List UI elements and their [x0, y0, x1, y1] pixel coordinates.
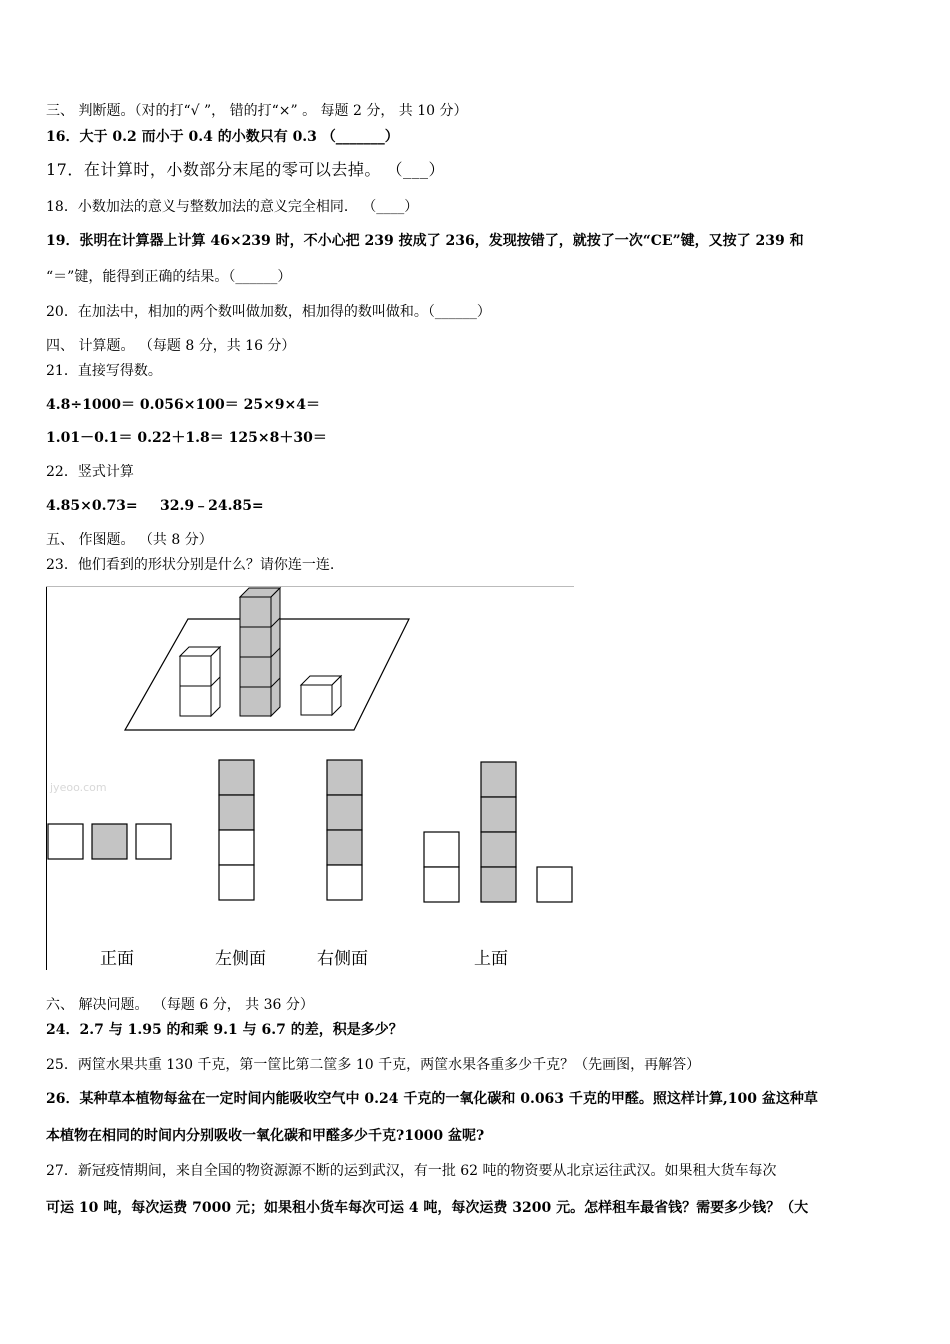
- middle-stack-cube-1: [240, 597, 271, 627]
- label-right-view: 右侧面: [317, 949, 368, 969]
- view1-square-1: [48, 824, 83, 859]
- question-22-title: 22．竖式计算: [46, 464, 134, 480]
- view-option-2: [219, 760, 254, 900]
- right-cube-front: [301, 685, 332, 715]
- view2-square-2: [219, 795, 254, 830]
- cube-views-figure: [46, 586, 576, 970]
- middle-stack-cube-4: [240, 687, 271, 716]
- question-22-b: 32.9﹣24.85=: [160, 498, 264, 514]
- section5-heading: 五、 作图题。 （共 8 分）: [46, 532, 213, 548]
- question-18: 18．小数加法的意义与整数加法的意义完全相同． （____）: [46, 199, 419, 215]
- view3-square-1: [327, 760, 362, 795]
- watermark-text: jyeoo.com: [50, 781, 107, 794]
- view-option-3: [327, 760, 362, 900]
- section6-heading: 六、 解决问题。 （每题 6 分， 共 36 分）: [46, 997, 314, 1013]
- view3-square-4: [327, 865, 362, 900]
- label-top-view: 上面: [474, 949, 508, 969]
- view4-mid-square-1: [481, 762, 516, 797]
- question-26-line1: 26．某种草本植物每盆在一定时间内能吸收空气中 0.24 千克的一氧化碳和 0.063 千克的甲醛。照这样计算,100 盆这种草: [46, 1091, 818, 1107]
- question-27-line1: 27．新冠疫情期间，来自全国的物资源源不断的运到武汉，有一批 62 吨的物资要从北京运往武汉。如果租大货车每次: [46, 1163, 777, 1179]
- question-27-line2: 可运 10 吨，每次运费 7000 元；如果租小货车每次可运 4 吨，每次运费 3200 元。怎样租车最省钱？需要多少钱？（大: [46, 1200, 809, 1216]
- view1-square-2: [92, 824, 127, 859]
- question-19-line2: “＝”键，能得到正确的结果。（______）: [46, 269, 292, 285]
- section3-heading: 三、 判断题。（对的打“√ ”， 错的打“×” 。 每题 2 分， 共 10 分）: [46, 103, 468, 119]
- cube-figure-drawing: [46, 586, 576, 970]
- question-16: 16．大于 0.2 而小于 0.4 的小数只有 0.3 （_______）: [46, 129, 399, 145]
- view2-square-3: [219, 830, 254, 865]
- view3-square-2: [327, 795, 362, 830]
- right-single-cube: [301, 676, 341, 715]
- question-23: 23．他们看到的形状分别是什么？请你连一连.: [46, 557, 335, 573]
- question-19-line1: 19．张明在计算器上计算 46×239 时，不小心把 239 按成了 236，发现按错了，就按了一次“CE”键，又按了 239 和: [46, 233, 804, 249]
- middle-stack-cube-3: [240, 657, 271, 687]
- question-20: 20．在加法中，相加的两个数叫做加数，相加得的数叫做和。（______）: [46, 304, 491, 320]
- question-24: 24．2.7 与 1.95 的和乘 9.1 与 6.7 的差，积是多少？: [46, 1022, 403, 1038]
- view4-mid-square-4: [481, 867, 516, 902]
- view2-square-1: [219, 760, 254, 795]
- left-cube-stack: [180, 647, 220, 716]
- view4-mid-square-2: [481, 797, 516, 832]
- view4-left-square-2: [424, 867, 459, 902]
- view-option-1: [48, 824, 171, 859]
- view4-left-square-1: [424, 832, 459, 867]
- question-22-a: 4.85×0.73=: [46, 498, 138, 514]
- question-21-row2: 1.01－0.1＝ 0.22＋1.8＝ 125×8＋30＝: [46, 430, 327, 446]
- left-stack-cube-upper: [180, 656, 211, 686]
- view3-square-3: [327, 830, 362, 865]
- view-option-4: [424, 762, 572, 902]
- left-stack-cube-lower: [180, 686, 211, 716]
- middle-cube-stack: [240, 588, 280, 716]
- label-front-view: 正面: [100, 949, 134, 969]
- view4-mid-square-3: [481, 832, 516, 867]
- view4-right-square: [537, 867, 572, 902]
- view1-square-3: [136, 824, 171, 859]
- label-left-view: 左侧面: [215, 949, 266, 969]
- view2-square-4: [219, 865, 254, 900]
- section4-heading: 四、 计算题。 （每题 8 分，共 16 分）: [46, 338, 296, 354]
- question-21-title: 21．直接写得数。: [46, 363, 162, 379]
- question-21-row1: 4.8÷1000＝ 0.056×100＝ 25×9×4＝: [46, 397, 321, 413]
- middle-stack-cube-2: [240, 627, 271, 657]
- question-25: 25．两筐水果共重 130 千克，第一筐比第二筐多 10 千克，两筐水果各重多少千克？（先画图，再解答）: [46, 1057, 701, 1073]
- question-17: 17．在计算时，小数部分末尾的零可以去掉。 （___）: [46, 160, 445, 179]
- question-26-line2: 本植物在相同的时间内分别吸收一氧化碳和甲醛多少千克?1000 盆呢?: [46, 1128, 485, 1144]
